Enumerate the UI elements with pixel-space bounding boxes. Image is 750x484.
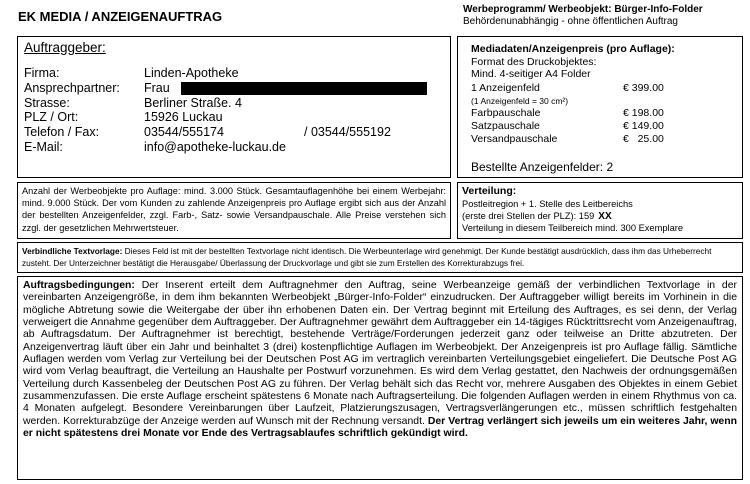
distribution-postcode: (erste drei Stellen der PLZ): 159 bbox=[462, 211, 595, 221]
company-label: Firma: bbox=[24, 66, 60, 80]
fax-value: / 03544/555192 bbox=[304, 125, 391, 139]
program-title: Werbeprogramm/ Werbeobjekt: Bürger-Info-Folder bbox=[463, 4, 703, 15]
binding-template-box bbox=[17, 242, 743, 273]
email-label: E-Mail: bbox=[24, 140, 63, 154]
typeset-fee-price: € 149.00 bbox=[623, 120, 664, 132]
distribution-box bbox=[457, 182, 743, 239]
redaction-bar bbox=[181, 82, 427, 95]
contact-value-wrap bbox=[144, 81, 170, 95]
color-fee-row bbox=[471, 107, 664, 119]
street-value: Berliner Straße. 4 bbox=[144, 96, 242, 110]
shipping-fee-label: Versandpauschale bbox=[471, 133, 558, 145]
quantity-text: Anzahl der Werbeobjekte pro Auflage: mind. 3.000 Stück. Gesamtauflagenhöhe bei einem Werbejahr: mind. 9.000 Stück. Der vom Kunden zu zahlende Anzeigenpreis pro Auflage ergibt sich aus der Anzahl der bestellten Anzeigenfelder, zzgl. Farb-, Satz- sowie Versandpauschale. Alle Preise verstehen sich zzgl. der gesetzlichen Mehrwertsteuer. bbox=[22, 186, 446, 233]
phone-value-wrap bbox=[144, 125, 391, 139]
terms-text bbox=[23, 280, 737, 440]
color-fee-price: € 198.00 bbox=[623, 107, 664, 119]
binding-text bbox=[22, 246, 738, 269]
terms-label: Auftragsbedingungen: bbox=[23, 280, 135, 291]
color-fee-label: Farbpauschale bbox=[471, 107, 541, 119]
typeset-fee-row bbox=[471, 120, 664, 132]
contact-row bbox=[24, 81, 170, 95]
binding-body: Dieses Feld ist mit der bestellten Textvorlage nicht identisch. Die Werbeunterlage wird genehmigt. Der Kunde bestätigt ausdrücklich, dass ihm das Urheberrecht zusteht. Der Unterzeichner bestätigt die Herausgabe/ Überlassung der Druckvorlage und gibt sie zum Erstellen des Korrekturabzugs frei. bbox=[22, 246, 712, 268]
terms-renewal-clause: Der Vertrag verlängert sich jeweils um ein weiteres Jahr, wenn er nicht spätestens drei Monate vor Ende des Vertragsablaufes schriftlich gekündigt wird. bbox=[23, 415, 737, 440]
ordered-fields-label: Bestellte Anzeigenfelder: bbox=[471, 160, 604, 174]
contact-label: Ansprechpartner: bbox=[24, 81, 120, 95]
field-price-row bbox=[471, 82, 664, 94]
field-label: 1 Anzeigenfeld bbox=[471, 82, 540, 94]
phone-row bbox=[24, 125, 391, 139]
email-row bbox=[24, 140, 286, 154]
company-value: Linden-Apotheke bbox=[144, 66, 239, 80]
company-row bbox=[24, 66, 239, 80]
shipping-fee-row bbox=[471, 133, 664, 145]
distribution-line-3: Verteilung in diesem Teilbereich mind. 300 Exemplare bbox=[462, 223, 684, 233]
distribution-line-2 bbox=[462, 211, 612, 222]
email-value: info@apotheke-luckau.de bbox=[144, 140, 286, 154]
terms-body: Der Inserent erteilt dem Auftragnehmer den Auftrag, seine Werbeanzeige gemäß der verbindlichen Textvorlage in der vereinbarten Anzeigengröße, in dem ihm bekannten Werbeobjekt „Bürger-Info-Folder“ einzudrucken. Der Auftraggeber willigt bereits im Vorhinein in die mögliche Abtretung sowie die Weitergabe der über ihn erhobenen Daten ein. Der Vertrag beginnt mit Erteilung des Auftrages, es sei denn, der Verlag verweigert die Annahme gegenüber dem Auftraggeber. Der Auftragnehmer gewährt dem Auftraggeber ein 14-tägiges Rücktrittsrecht vom Anzeigenauftrag, ab Auftragsdatum. Der Auftragnehmer ist berechtigt, bestehende Verträge/Forderungen jederzeit ganz oder teilweise an Dritte abzutreten. Der Anzeigenvertrag läuft über ein Jahr und beinhaltet 3 (drei) kostenpflichtige Auflagen im Werbeobjekt. Der Anzeigenpreis ist pro Auflage fällig. Sämtliche Auflagen werden vom Verlag zur Verteilung bei der Deutschen Post AG im vertraglich vereinbarten Verteilungsgebiet eingeliefert. Die Deutsche Post AG wird vom Verlag beauftragt, die Verteilung an Haushalte per Postwurf vorzunehmen. Es wird dem Verlag gestattet, den Nachweis der ordnungsgemäßen Verteilung durch Kassenbeleg der Deutschen Post AG zu führen. Der Verlag behält sich das Recht vor, mehrere Ausgaben des Objektes in einem Gebiet zusammenzufassen. Die erste Auflage erscheint spätestens 6 Monate nach Auftragserteilung. Die folgenden Auflagen werden in einem Rhythmus von ca. 4 Monaten aufgelegt. Besondere Vereinbarungen über Laufzeit, Platzierungszusagen, Vertragsverlängerungen etc., müssen schriftlich festgehalten werden. Korrekturabzüge der Anzeige werden auf Wunsch mit der Rechnung versandt. bbox=[23, 280, 737, 427]
shipping-fee-price: € 25.00 bbox=[623, 133, 664, 145]
field-note: (1 Anzeigenfeld = 30 cm²) bbox=[471, 96, 569, 106]
page-title: EK MEDIA / ANZEIGENAUFTRAG bbox=[18, 9, 223, 24]
street-row bbox=[24, 96, 242, 110]
ordered-fields-value: 2 bbox=[606, 160, 614, 174]
advertiser-heading: Auftraggeber: bbox=[24, 40, 106, 55]
format-label: Format des Druckobjektes: bbox=[471, 56, 597, 68]
program-subtitle: Behördenunabhängig - ohne öffentlichen Auftrag bbox=[463, 16, 678, 27]
phone-label: Telefon / Fax: bbox=[24, 125, 100, 139]
advertiser-box bbox=[17, 36, 451, 178]
format-value: Mind. 4-seitiger A4 Folder bbox=[471, 68, 591, 80]
distribution-mark: XX bbox=[598, 211, 612, 222]
city-label: PLZ / Ort: bbox=[24, 110, 79, 124]
typeset-fee-label: Satzpauschale bbox=[471, 120, 540, 132]
city-value: 15926 Luckau bbox=[144, 110, 223, 124]
distribution-heading: Verteilung: bbox=[462, 185, 517, 197]
ordered-fields bbox=[471, 160, 613, 174]
city-row bbox=[24, 110, 223, 124]
contact-value: Frau bbox=[144, 81, 170, 95]
terms-box bbox=[17, 276, 743, 480]
header-info bbox=[463, 4, 749, 28]
field-price: € 399.00 bbox=[623, 82, 664, 94]
media-data-box bbox=[457, 36, 743, 178]
binding-label: Verbindliche Textvorlage: bbox=[22, 246, 123, 256]
distribution-line-1: Postleitregion + 1. Stelle des Leitbereichs bbox=[462, 199, 633, 209]
media-title: Mediadaten/Anzeigenpreis (pro Auflage): bbox=[471, 43, 675, 55]
street-label: Strasse: bbox=[24, 96, 70, 110]
phone-value: 03544/555174 bbox=[144, 125, 224, 139]
quantity-box bbox=[17, 182, 451, 239]
